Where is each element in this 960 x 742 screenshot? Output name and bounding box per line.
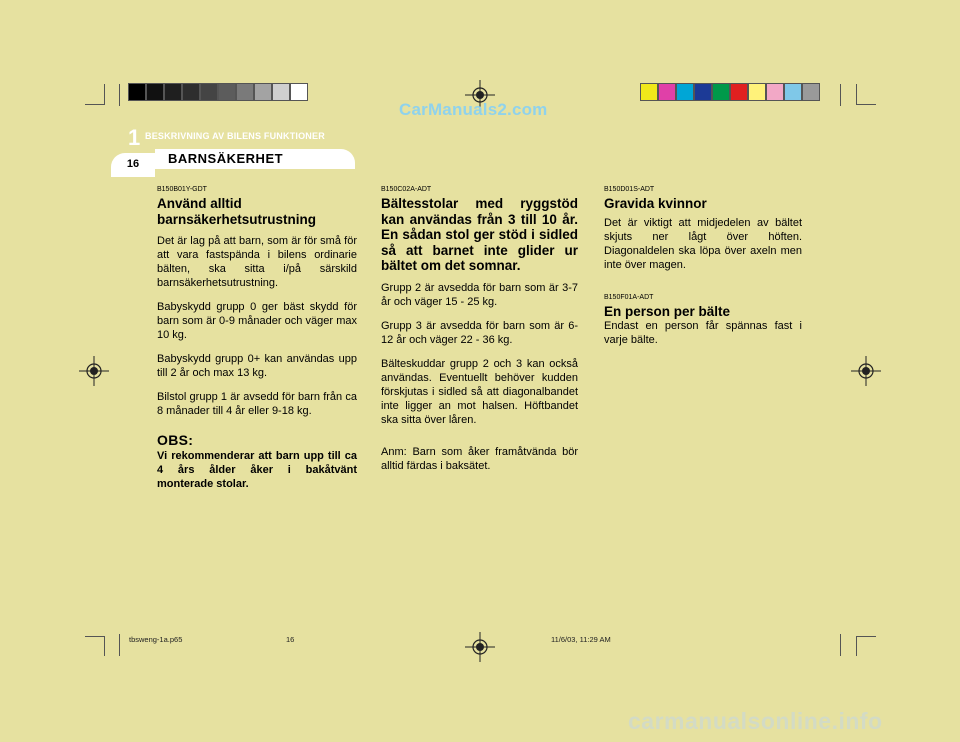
- paragraph: Bälteskuddar grupp 2 och 3 kan också användas. Eventuellt behöver kudden förskjutas i sidled så att diagonalbandet inte ligger an mot halsen. Höftbandet ska sitta över låren.: [381, 357, 578, 426]
- column-left: [157, 186, 357, 491]
- section-heading: En person per bälte: [604, 303, 731, 319]
- section-code: B150F01A-ADT: [604, 293, 654, 301]
- crop-mark: [856, 84, 857, 104]
- crop-mark: [119, 634, 120, 656]
- paragraph: Endast en person får spännas fast i varje bälte.: [604, 320, 802, 346]
- crop-mark: [856, 104, 876, 105]
- color-swatch: [200, 83, 218, 101]
- grayscale-color-bar: [128, 83, 308, 101]
- section-heading: Använd alltid barnsäkerhetsutrustning: [157, 196, 317, 227]
- color-swatch: [254, 83, 272, 101]
- color-swatch: [802, 83, 820, 101]
- color-swatch: [694, 83, 712, 101]
- paragraph: Babyskydd grupp 0 ger bäst skydd för barn som är 0-9 månader och väger max 10 kg.: [157, 301, 357, 341]
- crop-mark: [856, 636, 876, 637]
- footer-datetime: 11/6/03, 11:29 AM: [551, 635, 611, 644]
- crop-mark: [104, 636, 105, 656]
- color-swatch: [766, 83, 784, 101]
- note-text: Vi rekommenderar att barn upp till ca 4 års ålder åker i bakåtvänt monterade stolar.: [157, 450, 357, 490]
- color-swatch: [290, 83, 308, 101]
- crop-mark: [856, 636, 857, 656]
- color-swatch: [640, 83, 658, 101]
- column-middle: [381, 186, 578, 483]
- section-heading: Gravida kvinnor: [604, 196, 707, 211]
- color-swatch: [272, 83, 290, 101]
- paragraph: Anm: Barn som åker framåtvända bör alltid färdas i baksätet.: [381, 445, 578, 472]
- registration-mark-icon: [79, 356, 109, 386]
- chapter-title: BESKRIVNING AV BILENS FUNKTIONER: [145, 131, 325, 141]
- footer-filename: tbsweng-1a.p65: [129, 635, 183, 644]
- crop-mark: [85, 104, 105, 105]
- watermark: CarManuals2.com: [399, 100, 548, 119]
- paragraph: Grupp 3 är avsedda för barn som är 6-12 år och väger 22 - 36 kg.: [381, 319, 578, 346]
- section-code: B150B01Y-GDT: [157, 186, 207, 193]
- registration-mark-icon: [851, 356, 881, 386]
- section-heading: Bältesstolar med ryggstöd kan användas från 3 till 10 år. En sådan stol ger stöd i sidled så att barnet inte glider ur bältet om det somnar.: [381, 196, 578, 273]
- section-code: B150C02A-ADT: [381, 186, 432, 193]
- color-swatch: [784, 83, 802, 101]
- paragraph: Det är viktigt att midjedelen av bältet skjuts ner lågt över höften. Diagonaldelen ska löpa över axeln men inte över magen.: [604, 216, 802, 271]
- page-number: 16: [111, 153, 155, 177]
- color-swatch: [658, 83, 676, 101]
- paragraph: Det är lag på att barn, som är för små för att vara fastspända i bilens ordinarie bälten, ska sitta i/på särskild barnsäkerhetsutrustning.: [157, 235, 357, 289]
- color-swatch: [218, 83, 236, 101]
- color-swatch: [730, 83, 748, 101]
- crop-mark: [85, 636, 105, 637]
- crop-mark: [840, 84, 841, 106]
- crop-mark: [104, 84, 105, 104]
- registration-mark-icon: [465, 632, 495, 662]
- color-swatch: [164, 83, 182, 101]
- watermark: carmanualsonline.info: [628, 708, 883, 734]
- crop-mark: [119, 84, 120, 106]
- color-swatch: [236, 83, 254, 101]
- paragraph: Grupp 2 är avsedda för barn som är 3-7 år och väger 15 - 25 kg.: [381, 281, 578, 308]
- color-swatch: [712, 83, 730, 101]
- column-right: [604, 186, 802, 357]
- section-code: B150D01S-ADT: [604, 186, 655, 193]
- color-swatch: [146, 83, 164, 101]
- process-color-bar: [640, 83, 820, 101]
- color-swatch: [128, 83, 146, 101]
- color-swatch: [748, 83, 766, 101]
- paragraph: Bilstol grupp 1 är avsedd för barn från ca 8 månader till 4 år eller 9-18 kg.: [157, 391, 357, 417]
- color-swatch: [182, 83, 200, 101]
- crop-mark: [840, 634, 841, 656]
- paragraph: Babyskydd grupp 0+ kan användas upp till 2 år och max 13 kg.: [157, 353, 357, 379]
- chapter-number: 1: [128, 125, 141, 150]
- note-title: OBS:: [157, 432, 194, 448]
- color-swatch: [676, 83, 694, 101]
- footer-page: 16: [286, 635, 295, 644]
- section-title: BARNSÄKERHET: [168, 151, 284, 166]
